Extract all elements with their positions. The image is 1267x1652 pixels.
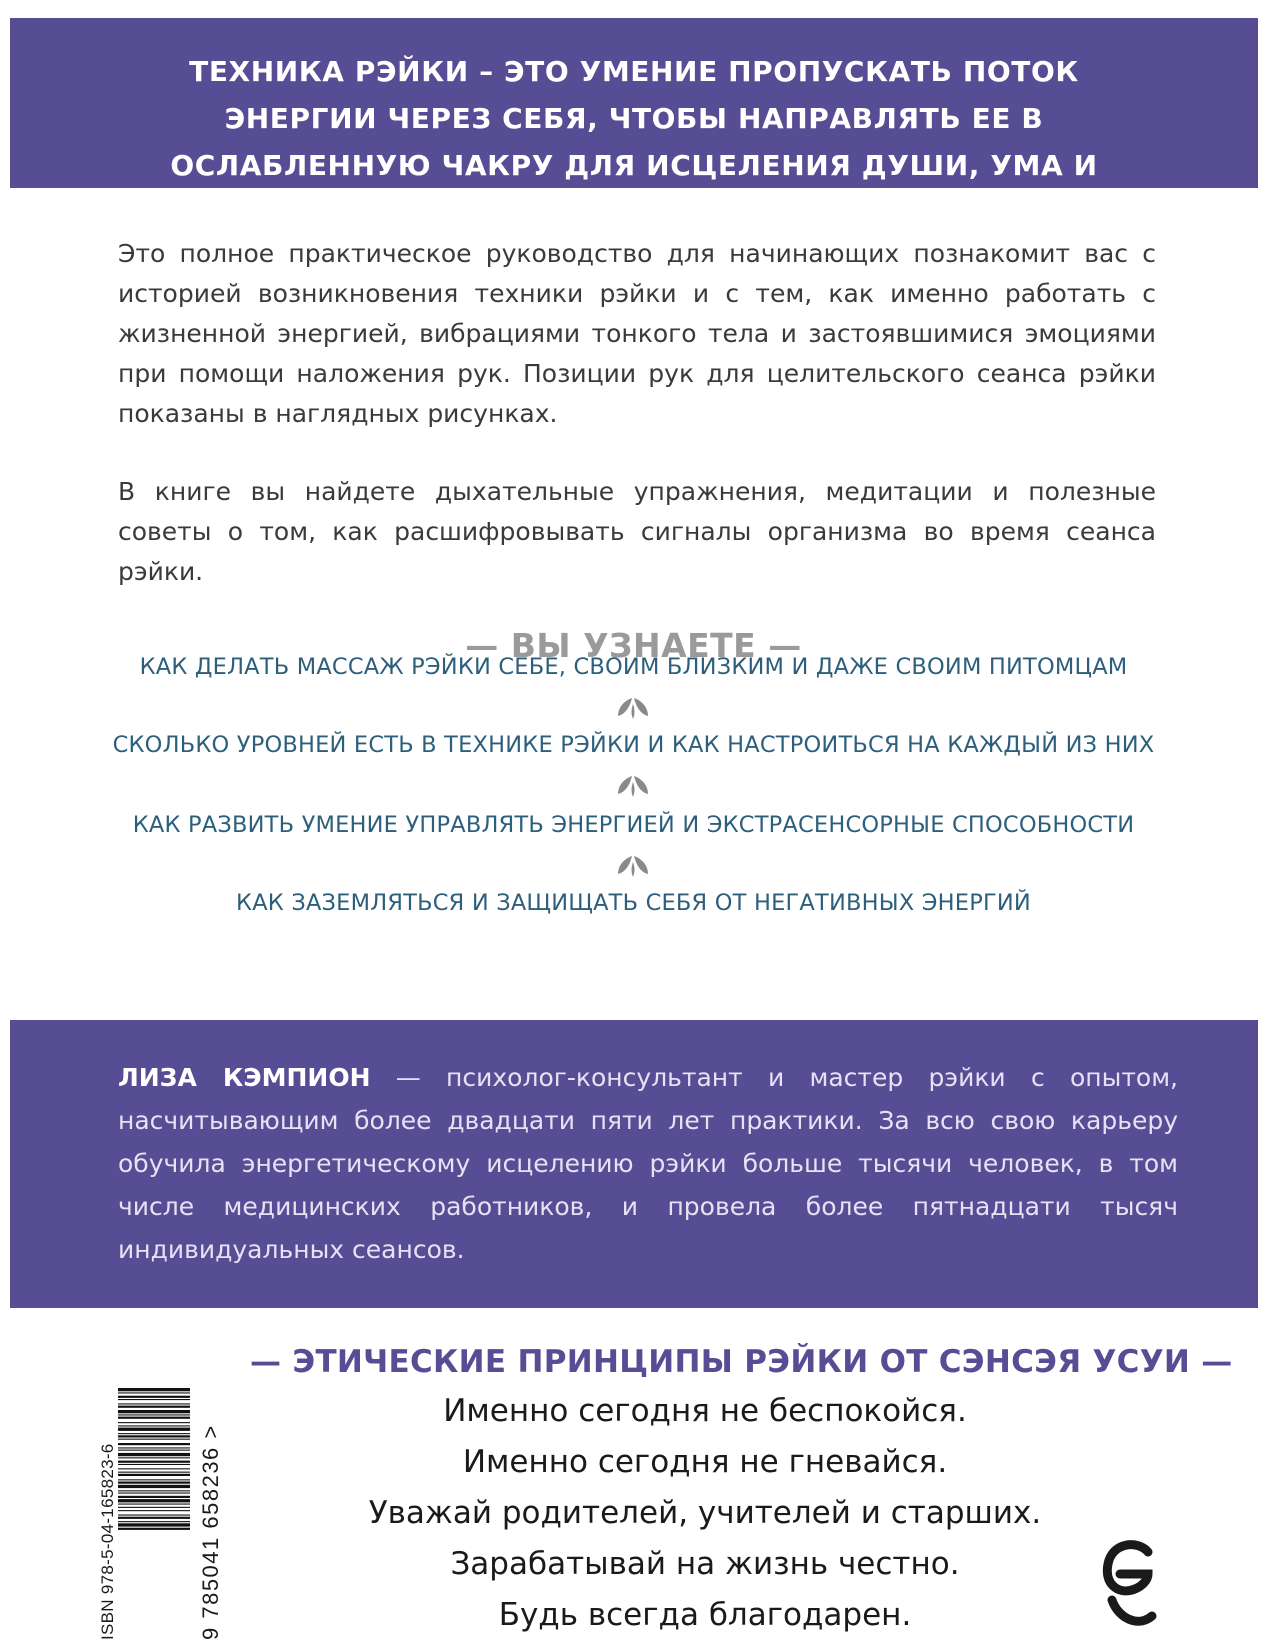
- leaf-sprig-icon: [616, 696, 650, 720]
- learn-item: КАК РАЗВИТЬ УМЕНИЕ УПРАВЛЯТЬ ЭНЕРГИЕЙ И ЭКСТРАСЕНСОРНЫЕ СПОСОБНОСТИ: [132, 812, 1135, 838]
- learn-item: СКОЛЬКО УРОВНЕЙ ЕСТЬ В ТЕХНИКЕ РЭЙКИ И КАК НАСТРОИТЬСЯ НА КАЖДЫЙ ИЗ НИХ: [112, 732, 1155, 758]
- top-banner: [10, 18, 1258, 229]
- author-bio: [118, 1056, 1178, 1271]
- author-name: ЛИЗА КЭМПИОН: [118, 1063, 371, 1092]
- principle-line: Уважай родителей, учителей и старших.: [368, 1495, 1042, 1531]
- principle-line: Именно сегодня не гневайся.: [462, 1444, 948, 1480]
- author-bio-text: — психолог-консультант и мастер рэйки с опытом, насчитывающим более двадцати пяти лет практики. За всю свою карьеру обучила энергетическому исцелению рэйки больше тысячи человек, в том числе медицинских работников, и провела более пятнадцати тысяч индивидуальных сеансов.: [118, 1063, 1179, 1264]
- leaf-sprig-icon: [616, 854, 650, 878]
- learn-item: КАК ЗАЗЕМЛЯТЬСЯ И ЗАЩИЩАТЬ СЕБЯ ОТ НЕГАТИВНЫХ ЭНЕРГИЙ: [236, 890, 1031, 916]
- principle-line: Будь всегда благодарен.: [498, 1597, 912, 1633]
- leaf-sprig-icon: [616, 774, 650, 798]
- lead-statement: ТЕХНИКА РЭЙКИ – ЭТО УМЕНИЕ ПРОПУСКАТЬ ПОТОК ЭНЕРГИИ ЧЕРЕЗ СЕБЯ, ЧТОБЫ НАПРАВЛЯТЬ ЕЕ В ОСЛАБЛЕННУЮ ЧАКРУ ДЛЯ ИСЦЕЛЕНИЯ ДУШИ, УМА И ТЕЛА.: [170, 55, 1098, 229]
- description-paragraph-2: В книге вы найдете дыхательные упражнения, медитации и полезные советы о том, как расшифровывать сигналы организма во время сеанса рэйки.: [118, 477, 1156, 586]
- learn-item: КАК ДЕЛАТЬ МАССАЖ РЭЙКИ СЕБЕ, СВОИМ БЛИЗКИМ И ДАЖЕ СВОИМ ПИТОМЦАМ: [139, 654, 1128, 680]
- description-paragraph-1: Это полное практическое руководство для начинающих познакомит вас с историей возникновения техники рэйки и с тем, как именно работать с жизненной энергией, вибрациями тонкого тела и застоявшимися эмоциями при помощи наложения рук. Позиции рук для целительского сеанса рэйки показаны в наглядных рисунках.: [118, 239, 1156, 428]
- principle-line: Именно сегодня не беспокойся.: [443, 1393, 967, 1429]
- eksmo-logo-icon: [1098, 1538, 1162, 1630]
- principle-line: Зарабатывай на жизнь честно.: [450, 1546, 960, 1582]
- author-bio-banner: [10, 1020, 1258, 1308]
- ean-digits: 9 785041 658236 >: [198, 1424, 223, 1640]
- ethics-heading: — ЭТИЧЕСКИЕ ПРИНЦИПЫ РЭЙКИ ОТ СЭНСЭЯ УСУИ —: [250, 1344, 1233, 1380]
- learn-heading: — ВЫ УЗНАЕТЕ —: [465, 626, 802, 665]
- isbn-number: ISBN 978-5-04-165823-6: [98, 1443, 117, 1640]
- barcode-icon: [118, 1388, 190, 1640]
